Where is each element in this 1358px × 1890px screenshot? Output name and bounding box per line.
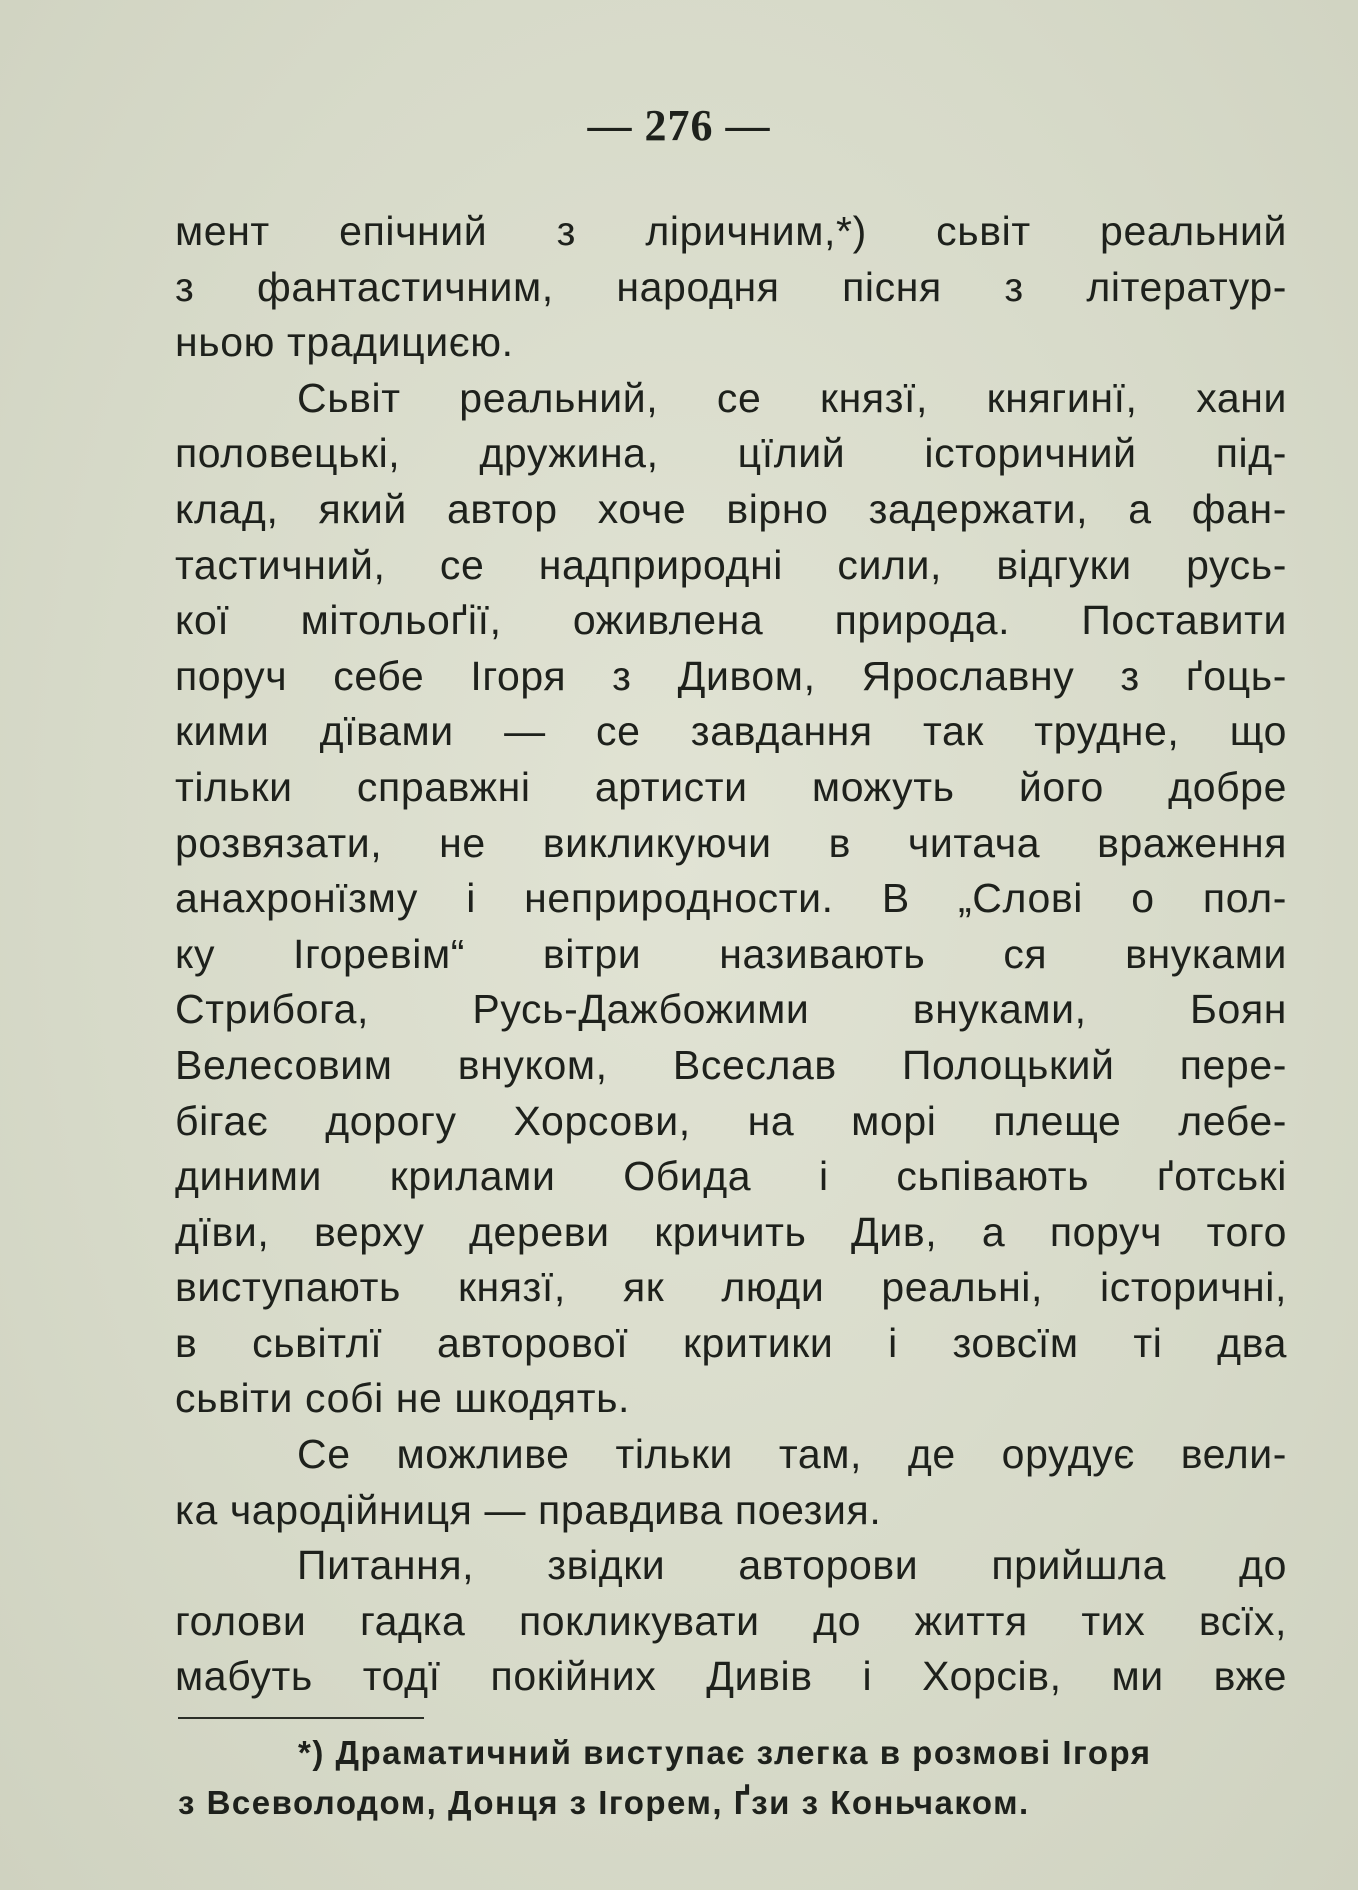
text-line: тастичний, се надприродні сили, відгуки русь- <box>175 541 1287 588</box>
text-line: Се можливе тільки там, де орудує вели- <box>297 1431 1287 1478</box>
text-line: Велесовим внуком, Всеслав Полоцький пере- <box>175 1041 1287 1088</box>
text-line: диними крилами Обида і сьпівають ґотські <box>175 1153 1287 1200</box>
footnote-line: *) Драматичний виступає злегка в розмові Ігоря <box>298 1734 1152 1771</box>
text-line: Сьвіт реальний, се князї, княгинї, хани <box>297 374 1287 421</box>
text-line: розвязати, не викликуючи в читача враження <box>175 819 1287 866</box>
text-line: Питання, звідки авторови прийшла до <box>297 1542 1287 1589</box>
text-line: дїви, верху дереви кричить Див, а поруч того <box>175 1208 1287 1255</box>
page-number: — 276 — <box>587 101 771 150</box>
text-line: тільки справжні артисти можуть його добре <box>175 763 1287 810</box>
text-line: кої мітольоґії, оживлена природа. Поставити <box>175 597 1287 644</box>
footnote <box>178 1728 1288 1828</box>
footnote-divider <box>178 1717 424 1719</box>
text-line: мент епічний з ліричним,*) сьвіт реальний <box>175 208 1287 254</box>
text-line: кими дївами — се завдання так трудне, що <box>175 708 1287 755</box>
text-line: мабуть тодї покійних Дивів і Хорсів, ми вже <box>175 1653 1287 1700</box>
text-line: в сьвітлї авторової критики і зовсїм ті два <box>175 1319 1287 1366</box>
text-line: поруч себе Ігоря з Дивом, Ярославну з ґоць- <box>175 652 1287 699</box>
text-line: з фантастичним, народня пісня з літератур- <box>175 263 1287 310</box>
text-line: виступають князї, як люди реальні, історичні, <box>175 1264 1287 1311</box>
text-line: клад, який автор хоче вірно задержати, а фан- <box>175 485 1287 532</box>
text-line: анахронїзму і неприродности. В „Слові о пол- <box>175 875 1287 922</box>
text-line: Стрибога, Русь-Дажбожими внуками, Боян <box>175 986 1287 1033</box>
text-line: половецькі, дружина, цїлий історичний під- <box>175 430 1287 477</box>
body-text <box>175 204 1287 1705</box>
text-line: ку Ігоревім“ вітри називають ся внуками <box>175 930 1287 977</box>
text-line: ньою традициєю. <box>175 319 514 366</box>
footnote-line: з Всеволодом, Донця з Ігорем, Ґзи з Коньчаком. <box>178 1784 1030 1821</box>
text-line: голови гадка покликувати до життя тих всїх, <box>175 1597 1287 1644</box>
text-line: ка чародійниця — правдива поезия. <box>175 1486 882 1533</box>
text-line: сьвіти собі не шкодять. <box>175 1375 631 1422</box>
text-line: бігає дорогу Хорсови, на морі плеще лебе- <box>175 1097 1287 1144</box>
